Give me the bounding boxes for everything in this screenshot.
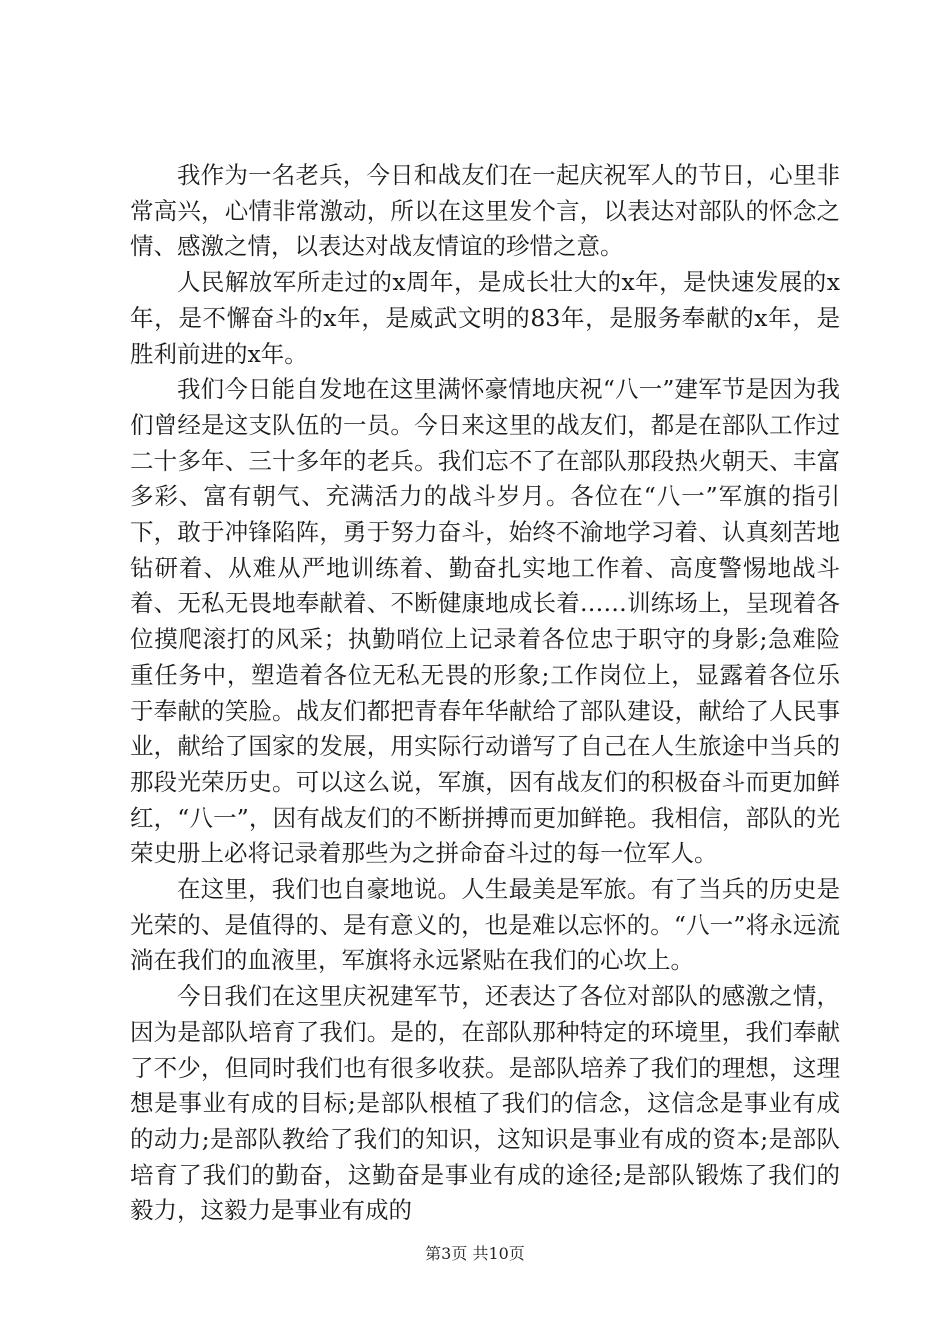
paragraph-5: 今日我们在这里庆祝建军节，还表达了各位对部队的感激之情，因为是部队培育了我们。是的，在部队那种特定的环境里，我们奉献了不少，但同时我们也有很多收获。是部队培养了我们的理想，这理想是事业有成的目标;是部队根植了我们的信念，这信念是事业有成的动力;是部队教给了我们的知识，这知识是事业有成的资本;是部队培育了我们的勤奋，这勤奋是事业有成的途径;是部队锻炼了我们的毅力，这毅力是事业有成的 — [130, 982, 840, 1225]
document-body — [130, 158, 840, 1229]
paragraph-3: 我们今日能自发地在这里满怀豪情地庆祝“八一”建军节是因为我们曾经是这支队伍的一员。今日来这里的战友们，都是在部队工作过二十多年、三十多年的老兵。我们忘不了在部队那段热火朝天、丰富多彩、富有朝气、充满活力的战斗岁月。各位在“八一”军旗的指引下，敢于冲锋陷阵，勇于努力奋斗，始终不渝地学习着、认真刻苦地钻研着、从难从严地训练着、勤奋扎实地工作着、高度警惕地战斗着、无私无畏地奉献着、不断健康地成长着……训练场上，呈现着各位摸爬滚打的风采；执勤哨位上记录着各位忠于职守的身影;急难险重任务中，塑造着各位无私无畏的形象;工作岗位上，显露着各位乐于奉献的笑脸。战友们都把青春年华献给了部队建设，献给了人民事业，献给了国家的发展，用实际行动谱写了自己在人生旅途中当兵的那段光荣历史。可以这么说，军旗，因有战友们的积极奋斗而更加鲜红，“八一”，因有战友们的不断拼搏而更加鲜艳。我相信，部队的光荣史册上必将记录着那些为之拼命奋斗过的每一位军人。 — [130, 375, 840, 868]
paragraph-2: 人民解放军所走过的x周年，是成长壮大的x年，是快速发展的x年，是不懈奋斗的x年，是威武文明的83年，是服务奉献的x年，是胜利前进的x年。 — [130, 268, 840, 368]
paragraph-1: 我作为一名老兵，今日和战友们在一起庆祝军人的节日，心里非常高兴，心情非常激动，所以在这里发个言，以表达对部队的怀念之情、感激之情，以表达对战友情谊的珍惜之意。 — [130, 161, 840, 261]
page-footer: 第3页 共10页 — [425, 1244, 525, 1263]
paragraph-4: 在这里，我们也自豪地说。人生最美是军旅。有了当兵的历史是光荣的、是值得的、是有意义的，也是难以忘怀的。“八一”将永远流淌在我们的血液里，军旗将永远紧贴在我们的心坎上。 — [130, 875, 840, 975]
